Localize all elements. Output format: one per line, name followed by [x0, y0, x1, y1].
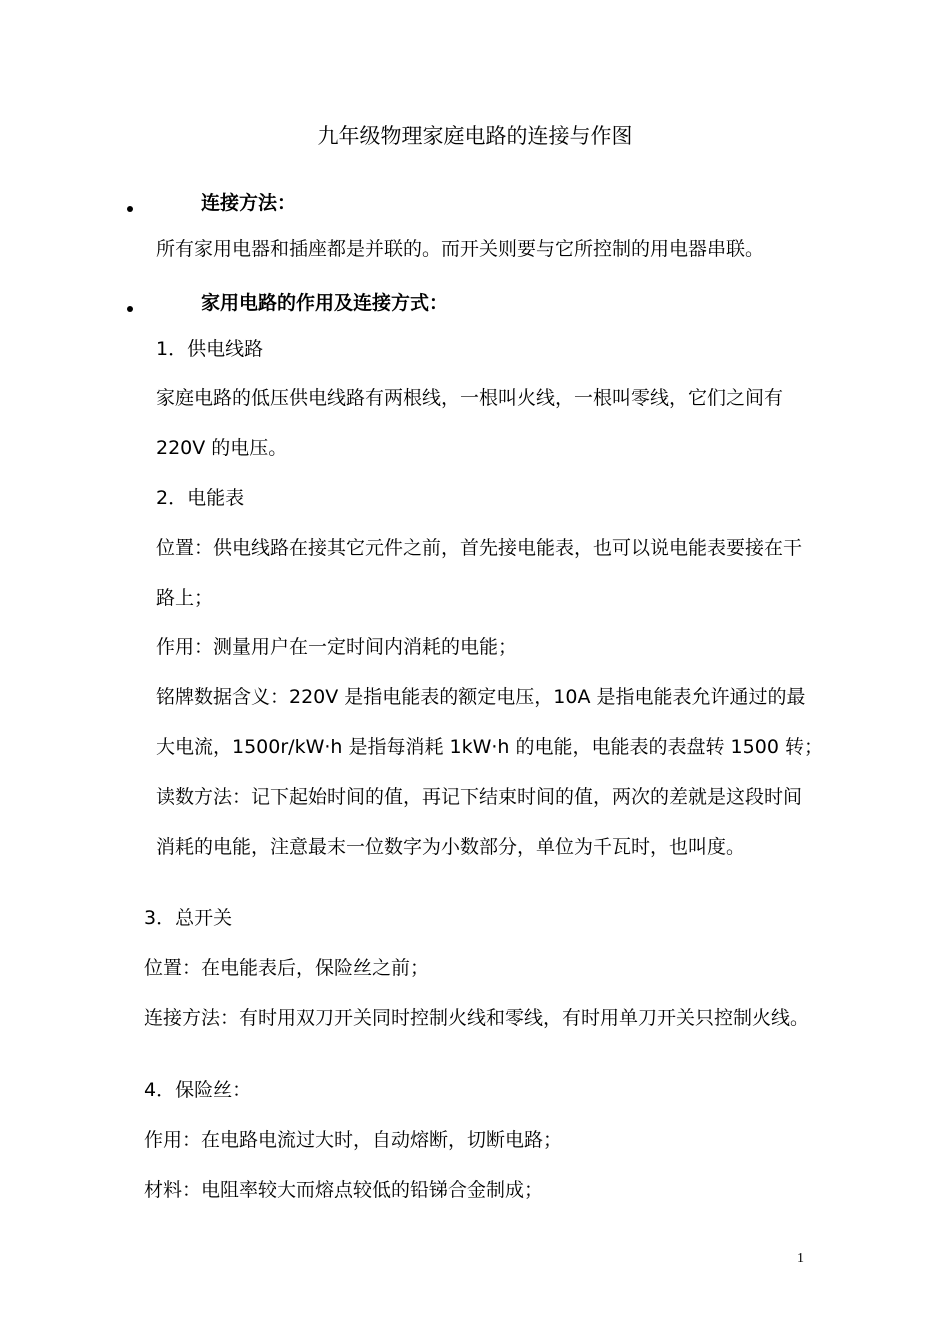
item3-line-1: 位置：在电能表后，保险丝之前； — [144, 957, 430, 979]
document-title: 九年级物理家庭电路的连接与作图 — [317, 124, 633, 148]
item1-line-2: 220V 的电压。 — [156, 437, 288, 459]
item3-label: 3．总开关 — [144, 907, 233, 929]
page-number: 1 — [797, 1251, 804, 1266]
item2-line-5: 大电流，1500r/kW·h 是指每消耗 1kW·h 的电能，电能表的表盘转 1500 转； — [156, 736, 823, 758]
item1-line-1: 家庭电路的低压供电线路有两根线，一根叫火线，一根叫零线，它们之间有 — [156, 387, 784, 409]
item2-line-1: 位置：供电线路在接其它元件之前，首先接电能表，也可以说电能表要接在干 — [156, 537, 803, 559]
item2-line-4: 铭牌数据含义：220V 是指电能表的额定电压，10A 是指电能表允许通过的最 — [156, 686, 806, 708]
bullet-icon — [127, 206, 133, 212]
item4-line-1: 作用：在电路电流过大时，自动熔断，切断电路； — [144, 1129, 563, 1151]
item2-line-3: 作用：测量用户在一定时间内消耗的电能； — [156, 636, 518, 658]
item4-line-2: 材料：电阻率较大而熔点较低的铅锑合金制成； — [144, 1179, 544, 1201]
item3-line-2: 连接方法：有时用双刀开关同时控制火线和零线，有时用单刀开关只控制火线。 — [144, 1007, 810, 1029]
section1-text: 所有家用电器和插座都是并联的。而开关则要与它所控制的用电器串联。 — [156, 238, 765, 260]
section2-heading: 家用电路的作用及连接方式： — [201, 292, 449, 314]
item2-line-7: 消耗的电能，注意最末一位数字为小数部分，单位为千瓦时，也叫度。 — [156, 836, 746, 858]
item4-label: 4．保险丝： — [144, 1079, 252, 1101]
item2-line-2: 路上； — [156, 587, 214, 609]
item1-label: 1．供电线路 — [156, 338, 264, 360]
section1-heading: 连接方法： — [201, 192, 297, 214]
item2-label: 2．电能表 — [156, 487, 245, 509]
bullet-icon — [127, 306, 133, 312]
item2-line-6: 读数方法：记下起始时间的值，再记下结束时间的值，两次的差就是这段时间 — [156, 786, 803, 808]
